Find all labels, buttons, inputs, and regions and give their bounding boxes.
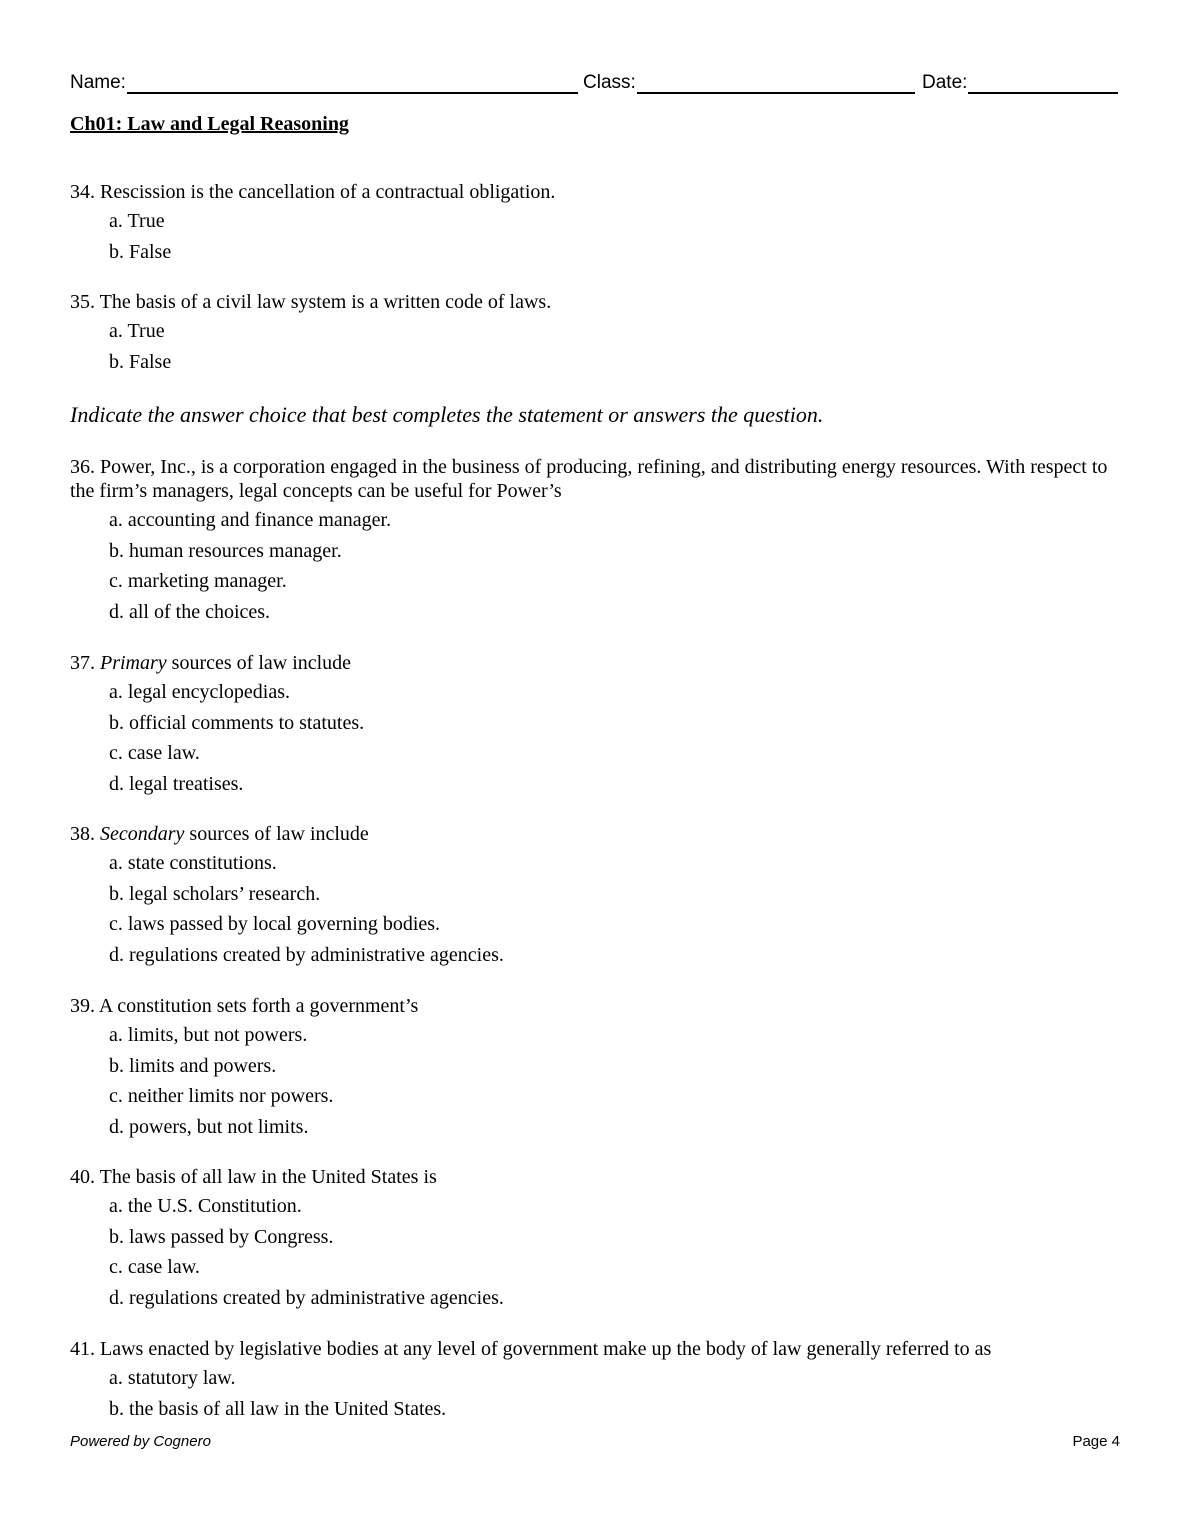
name-field[interactable]: [70, 70, 578, 94]
student-header: [70, 70, 1120, 94]
answer-option[interactable]: c. case law.: [109, 742, 200, 764]
powered-by-footer: Powered by Cognero: [70, 1433, 211, 1450]
answer-options: [109, 316, 1130, 377]
answer-option[interactable]: a. the U.S. Constitution.: [109, 1195, 302, 1217]
question-number: 40.: [70, 1166, 95, 1188]
section-instruction: Indicate the answer choice that best completes the statement or answers the question.: [70, 402, 824, 427]
question-text: sources of law include: [166, 652, 352, 674]
question-text: sources of law include: [184, 823, 369, 845]
answer-option[interactable]: c. neither limits nor powers.: [109, 1085, 334, 1107]
class-label: Class:: [583, 72, 636, 93]
class-blank-line[interactable]: [637, 71, 915, 94]
answer-option[interactable]: c. laws passed by local governing bodies.: [109, 913, 441, 935]
answer-option[interactable]: a. legal encyclopedias.: [109, 681, 291, 703]
question-stem: [70, 290, 1130, 314]
question-38: [70, 822, 1130, 970]
question-number: 34.: [70, 181, 95, 203]
answer-option[interactable]: b. limits and powers.: [109, 1054, 277, 1077]
answer-option[interactable]: d. all of the choices.: [109, 600, 271, 623]
answer-options: [109, 1363, 1130, 1424]
question-text: A constitution sets forth a government’s: [98, 995, 419, 1017]
question-text: Rescission is the cancellation of a contractual obligation.: [100, 181, 556, 203]
answer-option[interactable]: b. False: [109, 350, 172, 373]
date-blank-line[interactable]: [968, 71, 1118, 94]
question-stem: [70, 994, 1130, 1018]
chapter-title: Ch01: Law and Legal Reasoning: [70, 113, 349, 135]
question-number: 39.: [70, 995, 95, 1017]
date-field[interactable]: [922, 70, 1118, 94]
answer-option[interactable]: b. the basis of all law in the United States.: [109, 1397, 447, 1420]
question-stem: [70, 1337, 1130, 1361]
answer-options: [109, 505, 1130, 627]
question-40: [70, 1165, 1130, 1313]
question-text: The basis of a civil law system is a written code of laws.: [99, 291, 552, 313]
answer-option[interactable]: d. powers, but not limits.: [109, 1115, 309, 1138]
question-number: 38.: [70, 823, 95, 845]
page-number: Page 4: [1072, 1433, 1120, 1450]
answer-option[interactable]: d. regulations created by administrative agencies.: [109, 943, 504, 966]
answer-option[interactable]: a. True: [109, 320, 165, 342]
question-37: [70, 651, 1130, 799]
question-text: Power, Inc., is a corporation engaged in the business of producing, refining, and distributing energy resources. With respect to the firm’s managers, legal concepts can be useful for Power’s: [70, 456, 1108, 502]
question-text: The basis of all law in the United States is: [99, 1166, 437, 1188]
answer-option[interactable]: b. False: [109, 240, 172, 263]
name-label: Name:: [70, 72, 126, 93]
question-stem: [70, 455, 1130, 503]
answer-option[interactable]: a. True: [109, 210, 165, 232]
question-number: 35.: [70, 291, 95, 313]
question-emphasis: Secondary: [100, 823, 185, 845]
question-stem: [70, 651, 1130, 675]
answer-option[interactable]: a. limits, but not powers.: [109, 1024, 308, 1046]
answer-options: [109, 1191, 1130, 1313]
answer-option[interactable]: c. marketing manager.: [109, 570, 287, 592]
answer-option[interactable]: d. legal treatises.: [109, 772, 244, 795]
answer-option[interactable]: a. accounting and finance manager.: [109, 509, 392, 531]
answer-options: [109, 206, 1130, 267]
answer-options: [109, 677, 1130, 799]
question-36: [70, 455, 1130, 627]
answer-option[interactable]: b. human resources manager.: [109, 539, 342, 562]
class-field[interactable]: [583, 70, 915, 94]
answer-options: [109, 848, 1130, 970]
answer-option[interactable]: b. official comments to statutes.: [109, 711, 365, 734]
question-text: Laws enacted by legislative bodies at any level of government make up the body of law generally referred to as: [100, 1338, 992, 1360]
answer-option[interactable]: b. laws passed by Congress.: [109, 1225, 334, 1248]
question-stem: [70, 1165, 1130, 1189]
answer-option[interactable]: b. legal scholars’ research.: [109, 882, 321, 905]
question-stem: [70, 822, 1130, 846]
answer-option[interactable]: d. regulations created by administrative agencies.: [109, 1286, 504, 1309]
answer-option[interactable]: a. state constitutions.: [109, 852, 277, 874]
question-number: 37.: [70, 652, 95, 674]
question-35: [70, 290, 1130, 377]
name-blank-line[interactable]: [127, 71, 578, 94]
answer-options: [109, 1020, 1130, 1142]
question-emphasis: Primary: [100, 652, 167, 674]
question-stem: [70, 180, 1130, 204]
question-34: [70, 180, 1130, 267]
question-39: [70, 994, 1130, 1142]
answer-option[interactable]: a. statutory law.: [109, 1367, 236, 1389]
answer-option[interactable]: c. case law.: [109, 1256, 200, 1278]
question-number: 41.: [70, 1338, 95, 1360]
question-41: [70, 1337, 1130, 1424]
question-number: 36.: [70, 456, 95, 478]
date-label: Date:: [922, 72, 968, 93]
